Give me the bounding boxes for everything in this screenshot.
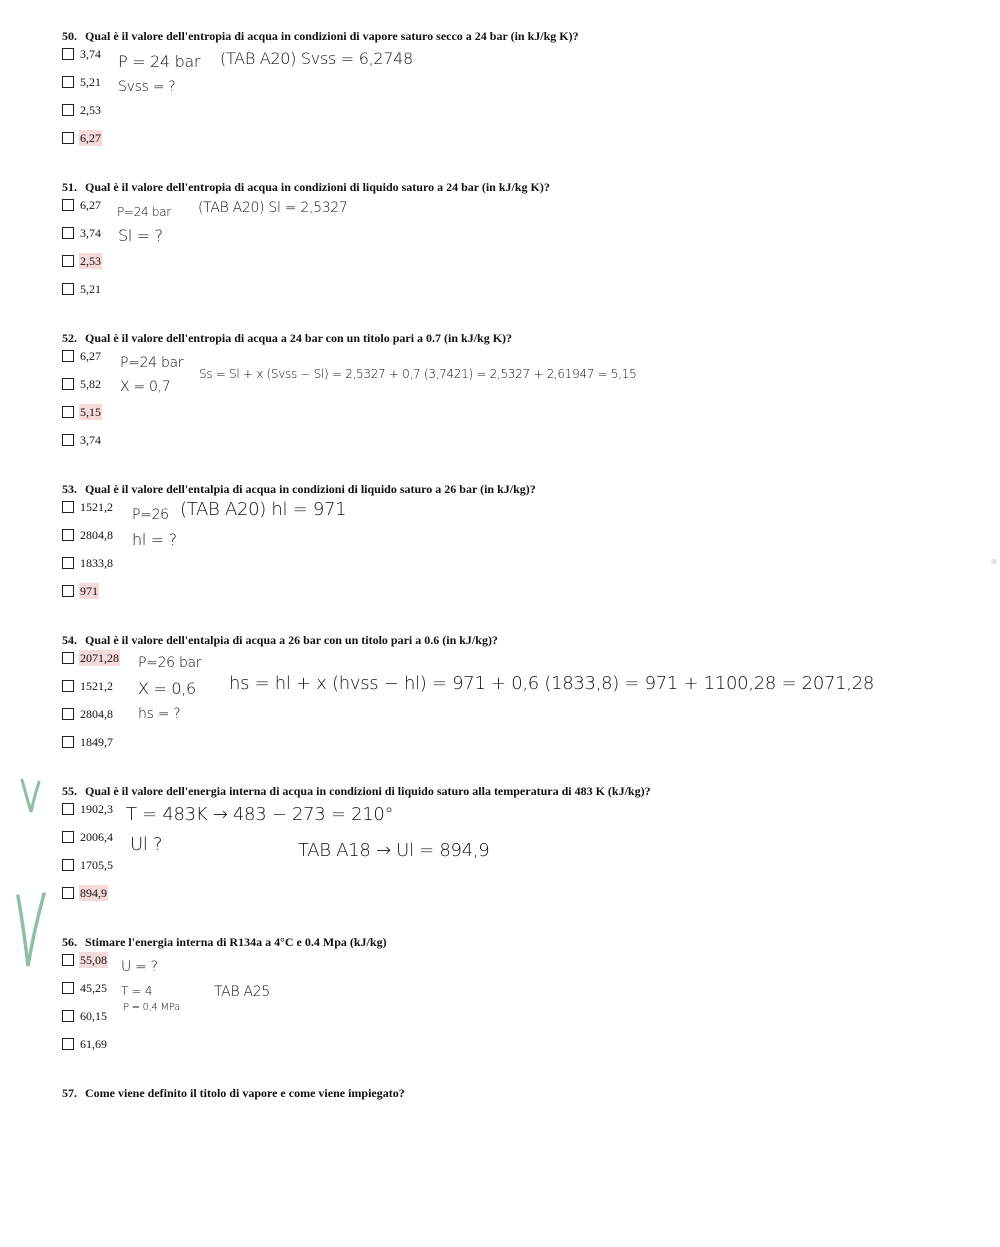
check-mark-icon: [18, 776, 42, 816]
checkbox[interactable]: [62, 1038, 74, 1050]
option[interactable]: [62, 733, 962, 761]
handwritten-note: Sl = ?: [118, 226, 163, 245]
option-value: 45,25: [80, 981, 107, 995]
handwritten-note: Svss = ?: [118, 79, 176, 95]
option-value-highlighted: 6,27: [80, 131, 101, 145]
question-57: [62, 1084, 962, 1102]
option-value: 1521,2: [80, 679, 113, 693]
question-title: 51. Qual è il valore dell'entropia di acqua in condizioni di liquido saturo a 24 bar (in kJ/kg K)?: [62, 180, 550, 194]
option[interactable]: [62, 554, 962, 582]
handwritten-note: X = 0,7: [120, 379, 171, 395]
checkbox[interactable]: [62, 132, 74, 144]
checkbox[interactable]: [62, 378, 74, 390]
checkbox[interactable]: [62, 652, 74, 664]
option-value-highlighted: 5,15: [80, 405, 101, 419]
option[interactable]: [62, 1035, 962, 1063]
handwritten-note: P = 24 bar: [118, 52, 201, 71]
question-title: 56. Stimare l'energia interna di R134a a 4°C e 0.4 Mpa (kJ/kg): [62, 935, 387, 949]
handwritten-note: TAB A18 → Ul = 894,9: [298, 840, 490, 861]
option[interactable]: [62, 705, 962, 733]
handwritten-note: P=26: [132, 507, 169, 523]
option-value: 5,21: [80, 282, 101, 296]
check-mark-icon: [14, 890, 48, 972]
handwritten-note: (TAB A20) Svss = 6,2748: [220, 49, 413, 68]
handwritten-note: hl = ?: [132, 530, 177, 549]
handwritten-note: (TAB A20) hl = 971: [180, 499, 347, 520]
question-50: [62, 27, 962, 157]
handwritten-note: X = 0,6: [138, 679, 196, 698]
question-56: [62, 933, 962, 1063]
handwritten-note: T = 4: [121, 984, 153, 998]
checkbox[interactable]: [62, 680, 74, 692]
option-value: 1521,2: [80, 500, 113, 514]
option-value: 60,15: [80, 1009, 107, 1023]
option[interactable]: [62, 1007, 962, 1035]
option-value: 1833,8: [80, 556, 113, 570]
checkbox[interactable]: [62, 104, 74, 116]
question-title: 57. Come viene definito il titolo di vapore e come viene impiegato?: [62, 1086, 405, 1100]
option-value-highlighted: 894,9: [80, 886, 107, 900]
option[interactable]: [62, 884, 962, 912]
option-value: 2804,8: [80, 707, 113, 721]
option[interactable]: [62, 856, 962, 884]
handwritten-note: P=24 bar: [120, 355, 184, 371]
checkbox[interactable]: [62, 803, 74, 815]
option[interactable]: [62, 431, 962, 459]
checkbox[interactable]: [62, 434, 74, 446]
option-value: 3,74: [80, 226, 101, 240]
option-value: 5,21: [80, 75, 101, 89]
checkbox[interactable]: [62, 529, 74, 541]
handwritten-formula: Ss = Sl + x (Svss − Sl) = 2,5327 + 0,7 (3,7421) = 2,5327 + 2,61947 = 5,15: [199, 367, 637, 381]
checkbox[interactable]: [62, 708, 74, 720]
option[interactable]: [62, 582, 962, 610]
option[interactable]: [62, 526, 962, 554]
checkbox[interactable]: [62, 585, 74, 597]
checkbox[interactable]: [62, 954, 74, 966]
option-value: 6,27: [80, 198, 101, 212]
handwritten-note: TAB A25: [214, 984, 270, 1000]
question-title: 55. Qual è il valore dell'energia interna di acqua in condizioni di liquido saturo alla temperatura di 483 K (kJ/kg)?: [62, 784, 651, 798]
option[interactable]: [62, 828, 962, 856]
option-value: 2,53: [80, 103, 101, 117]
question-title: 53. Qual è il valore dell'entalpia di acqua in condizioni di liquido saturo a 26 bar (in kJ/kg)?: [62, 482, 536, 496]
checkbox[interactable]: [62, 227, 74, 239]
option-value-highlighted: 55,08: [80, 953, 107, 967]
question-title: 50. Qual è il valore dell'entropia di acqua in condizioni di vapore saturo secco a 24 bar (in kJ/kg K)?: [62, 29, 579, 43]
option[interactable]: [62, 196, 962, 224]
option[interactable]: [62, 403, 962, 431]
option-value: 2006,4: [80, 830, 113, 844]
checkbox[interactable]: [62, 501, 74, 513]
option[interactable]: [62, 73, 962, 101]
question-53: [62, 480, 962, 610]
checkbox[interactable]: [62, 199, 74, 211]
checkbox[interactable]: [62, 982, 74, 994]
option[interactable]: [62, 252, 962, 280]
checkbox[interactable]: [62, 255, 74, 267]
option[interactable]: [62, 224, 962, 252]
handwritten-note: (TAB A20) Sl = 2,5327: [198, 200, 348, 216]
option-value: 1902,3: [80, 802, 113, 816]
question-title: 54. Qual è il valore dell'entalpia di acqua a 26 bar con un titolo pari a 0.6 (in kJ/kg)?: [62, 633, 498, 647]
option[interactable]: [62, 979, 962, 1007]
handwritten-note: Ul ?: [130, 834, 163, 855]
handwritten-note: T = 483K → 483 − 273 = 210°: [126, 804, 394, 825]
checkbox[interactable]: [62, 887, 74, 899]
option-value: 1849,7: [80, 735, 113, 749]
checkbox[interactable]: [62, 350, 74, 362]
option-value: 6,27: [80, 349, 101, 363]
question-55: [62, 782, 962, 912]
option-value: 3,74: [80, 47, 101, 61]
question-54: [62, 631, 962, 761]
option[interactable]: [62, 101, 962, 129]
option[interactable]: [62, 129, 962, 157]
question-51: [62, 178, 962, 308]
checkbox[interactable]: [62, 859, 74, 871]
option-value: 3,74: [80, 433, 101, 447]
checkbox[interactable]: [62, 48, 74, 60]
option-value-highlighted: 2071,28: [80, 651, 119, 665]
option-value: 1705,5: [80, 858, 113, 872]
question-52: [62, 329, 962, 459]
handwritten-note: P=24 bar: [117, 205, 171, 219]
checkbox[interactable]: [62, 831, 74, 843]
option[interactable]: [62, 951, 962, 979]
handwritten-note: P=26 bar: [138, 655, 202, 671]
checkbox[interactable]: [62, 1010, 74, 1022]
question-title: 52. Qual è il valore dell'entropia di acqua a 24 bar con un titolo pari a 0.7 (in kJ/kg K)?: [62, 331, 513, 345]
handwritten-formula: hs = hl + x (hvss − hl) = 971 + 0,6 (1833,8) = 971 + 1100,28 = 2071,28: [229, 673, 875, 694]
handwritten-note: hs = ?: [138, 706, 181, 722]
stray-mark: [991, 559, 997, 564]
handwritten-note: P = 0,4 MPa: [123, 1002, 180, 1013]
checkbox[interactable]: [62, 557, 74, 569]
option-value-highlighted: 2,53: [80, 254, 101, 268]
option-value: 5,82: [80, 377, 101, 391]
option-value-highlighted: 971: [80, 584, 98, 598]
option-value: 2804,8: [80, 528, 113, 542]
handwritten-note: U = ?: [121, 959, 158, 975]
checkbox[interactable]: [62, 283, 74, 295]
checkbox[interactable]: [62, 406, 74, 418]
option-value: 61,69: [80, 1037, 107, 1051]
checkbox[interactable]: [62, 76, 74, 88]
checkbox[interactable]: [62, 736, 74, 748]
option[interactable]: [62, 280, 962, 308]
